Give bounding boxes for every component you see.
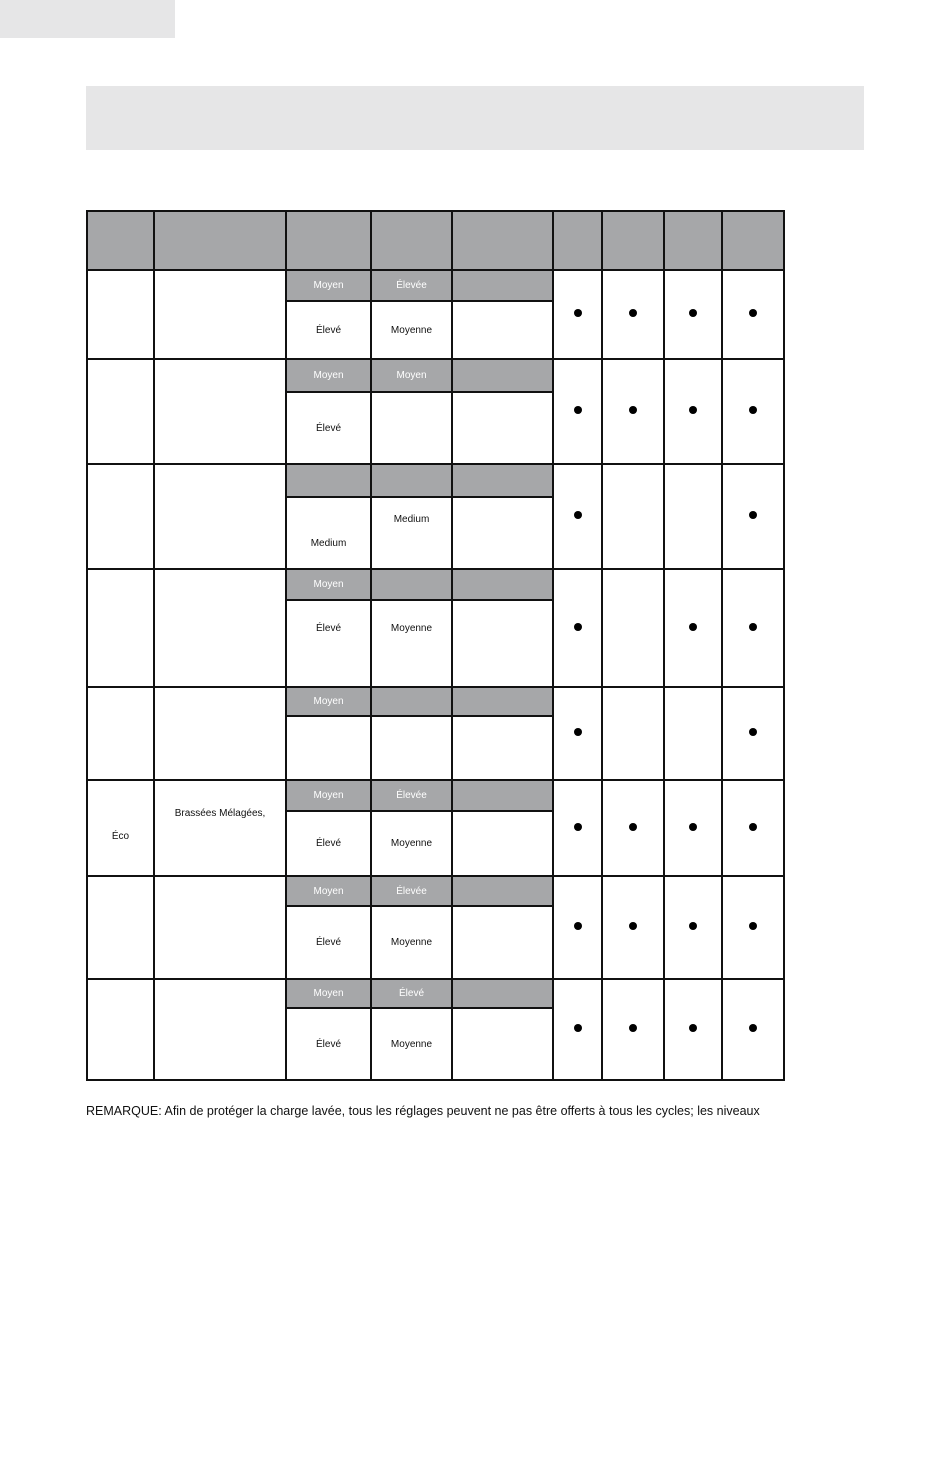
cycle-description-cell (154, 464, 286, 569)
option-d-cell (722, 876, 784, 979)
cycle-name-cell (87, 687, 154, 780)
available-dot-icon (629, 922, 637, 930)
available-dot-icon (629, 406, 637, 414)
available-dot-icon (574, 922, 582, 930)
option-d-cell (722, 569, 784, 687)
option-b-cell (602, 569, 664, 687)
available-dot-icon (689, 1024, 697, 1032)
option-d-cell (722, 780, 784, 876)
cycle-name-cell (87, 359, 154, 464)
table-row (87, 359, 784, 392)
soil-default-cell (452, 876, 553, 906)
temperature-default-cell: Moyen (286, 359, 371, 392)
soil-default-cell (452, 270, 553, 301)
spin-option-cell (371, 392, 452, 464)
table-row (87, 270, 784, 301)
available-dot-icon (689, 922, 697, 930)
soil-default-cell (452, 359, 553, 392)
option-a-cell (553, 687, 602, 780)
cycle-description-cell (154, 876, 286, 979)
available-dot-icon (574, 1024, 582, 1032)
option-b-cell (602, 687, 664, 780)
header-cell (286, 211, 371, 270)
temperature-option-cell: Élevé (286, 600, 371, 687)
spin-option-cell (371, 716, 452, 780)
available-dot-icon (749, 728, 757, 736)
option-c-cell (664, 687, 722, 780)
available-dot-icon (749, 406, 757, 414)
temperature-default-cell: Moyen (286, 569, 371, 600)
soil-option-cell (452, 906, 553, 979)
spin-option-cell: Moyenne (371, 600, 452, 687)
cycle-description-cell (154, 270, 286, 359)
soil-default-cell (452, 780, 553, 811)
available-dot-icon (689, 309, 697, 317)
spin-default-cell: Moyen (371, 359, 452, 392)
option-b-cell (602, 270, 664, 359)
temperature-default-cell: Moyen (286, 780, 371, 811)
available-dot-icon (749, 511, 757, 519)
spin-default-cell (371, 569, 452, 600)
soil-option-cell (452, 716, 553, 780)
option-a-cell (553, 569, 602, 687)
option-a-cell (553, 979, 602, 1080)
available-dot-icon (749, 309, 757, 317)
cycle-description-cell (154, 979, 286, 1080)
available-dot-icon (629, 1024, 637, 1032)
spin-default-cell: Élevée (371, 876, 452, 906)
header-cell (371, 211, 452, 270)
available-dot-icon (574, 406, 582, 414)
available-dot-icon (629, 823, 637, 831)
option-a-cell (553, 359, 602, 464)
cycle-description-cell: Brassées Mélagées, (154, 780, 286, 876)
cycle-name-cell (87, 569, 154, 687)
available-dot-icon (689, 823, 697, 831)
cycle-name-cell (87, 270, 154, 359)
header-cell (722, 211, 784, 270)
option-a-cell (553, 464, 602, 569)
soil-option-cell (452, 301, 553, 359)
header-cell (87, 211, 154, 270)
temperature-default-cell: Moyen (286, 979, 371, 1008)
option-d-cell (722, 979, 784, 1080)
soil-default-cell (452, 569, 553, 600)
option-d-cell (722, 359, 784, 464)
temperature-default-cell: Moyen (286, 687, 371, 716)
temperature-option-cell: Élevé (286, 392, 371, 464)
cycle-name-cell (87, 464, 154, 569)
table-row (87, 979, 784, 1008)
temperature-option-cell: Élevé (286, 1008, 371, 1080)
available-dot-icon (574, 823, 582, 831)
page-corner-tab (0, 0, 175, 38)
available-dot-icon (749, 823, 757, 831)
option-d-cell (722, 687, 784, 780)
spin-option-cell: Medium (371, 497, 452, 569)
soil-option-cell (452, 811, 553, 876)
available-dot-icon (574, 511, 582, 519)
option-b-cell (602, 979, 664, 1080)
option-c-cell (664, 979, 722, 1080)
temperature-option-cell: Élevé (286, 906, 371, 979)
cycle-name-cell (87, 876, 154, 979)
option-d-cell (722, 464, 784, 569)
available-dot-icon (689, 406, 697, 414)
table-row (87, 569, 784, 600)
cycle-name-cell: Éco (87, 780, 154, 876)
header-cell (602, 211, 664, 270)
temperature-default-cell (286, 464, 371, 497)
header-cell (553, 211, 602, 270)
header-cell (154, 211, 286, 270)
spin-default-cell: Élevée (371, 780, 452, 811)
option-d-cell (722, 270, 784, 359)
soil-option-cell (452, 497, 553, 569)
option-c-cell (664, 876, 722, 979)
soil-default-cell (452, 979, 553, 1008)
option-c-cell (664, 270, 722, 359)
spin-default-cell (371, 687, 452, 716)
table-row (87, 876, 784, 906)
temperature-option-cell: Élevé (286, 811, 371, 876)
available-dot-icon (749, 623, 757, 631)
spin-default-cell: Élevée (371, 270, 452, 301)
available-dot-icon (574, 623, 582, 631)
remark-note: REMARQUE: Afin de protéger la charge lavée, tous les réglages peuvent ne pas être offerts à tous les cycles; les niveaux (86, 1104, 760, 1118)
soil-default-cell (452, 687, 553, 716)
soil-option-cell (452, 392, 553, 464)
available-dot-icon (574, 728, 582, 736)
temperature-option-cell: Élevé (286, 301, 371, 359)
option-a-cell (553, 876, 602, 979)
cycle-settings-table (86, 210, 785, 1081)
temperature-default-cell: Moyen (286, 270, 371, 301)
header-cell (452, 211, 553, 270)
option-c-cell (664, 464, 722, 569)
option-b-cell (602, 876, 664, 979)
cycle-description-cell (154, 687, 286, 780)
cycle-description-cell (154, 359, 286, 464)
option-c-cell (664, 359, 722, 464)
option-c-cell (664, 569, 722, 687)
soil-default-cell (452, 464, 553, 497)
available-dot-icon (689, 623, 697, 631)
soil-option-cell (452, 600, 553, 687)
temperature-option-cell (286, 716, 371, 780)
temperature-default-cell: Moyen (286, 876, 371, 906)
spin-option-cell: Moyenne (371, 906, 452, 979)
available-dot-icon (749, 922, 757, 930)
title-band (86, 86, 864, 150)
spin-option-cell: Moyenne (371, 811, 452, 876)
table-row (87, 780, 784, 811)
available-dot-icon (574, 309, 582, 317)
available-dot-icon (749, 1024, 757, 1032)
option-b-cell (602, 359, 664, 464)
option-a-cell (553, 780, 602, 876)
cycle-description-cell (154, 569, 286, 687)
cycle-name-cell (87, 979, 154, 1080)
table-header-row (87, 211, 784, 270)
soil-option-cell (452, 1008, 553, 1080)
spin-option-cell: Moyenne (371, 1008, 452, 1080)
table-row (87, 687, 784, 716)
header-cell (664, 211, 722, 270)
spin-option-cell: Moyenne (371, 301, 452, 359)
option-c-cell (664, 780, 722, 876)
option-a-cell (553, 270, 602, 359)
option-b-cell (602, 780, 664, 876)
temperature-option-cell: Medium (286, 497, 371, 569)
available-dot-icon (629, 309, 637, 317)
spin-default-cell: Élevé (371, 979, 452, 1008)
option-b-cell (602, 464, 664, 569)
table-row (87, 464, 784, 497)
spin-default-cell (371, 464, 452, 497)
